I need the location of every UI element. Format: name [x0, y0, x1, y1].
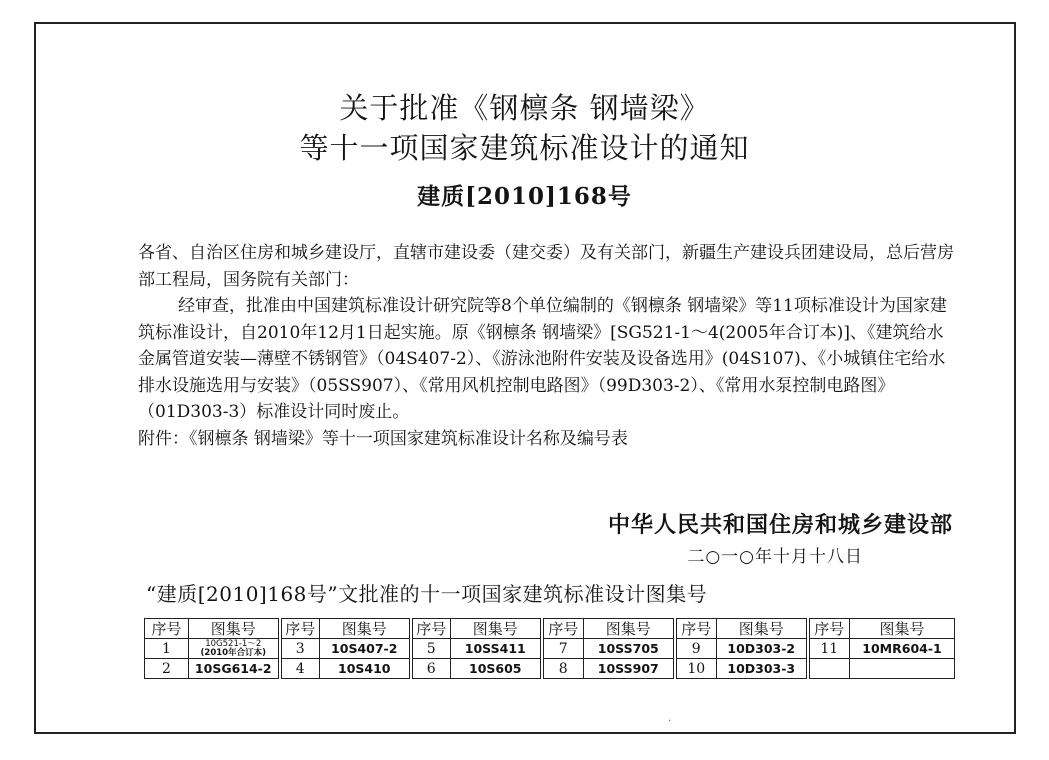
cell-code — [189, 639, 280, 659]
cell-no: 11 — [808, 639, 850, 659]
cell-code: 10D303-3 — [717, 659, 808, 679]
notice-body — [138, 240, 958, 452]
cell-no: 3 — [280, 639, 320, 659]
cell-code — [850, 659, 955, 679]
cell-code-line-2: (2010年合订本) — [200, 647, 266, 658]
addressee-paragraph: 各省、自治区住房和城乡建设厅，直辖市建设委（建交委）及有关部门，新疆生产建设兵团建设局，总后营房部工程局，国务院有关部门： — [138, 243, 954, 290]
cell-code: 10SS705 — [584, 639, 675, 659]
cell-no: 8 — [542, 659, 584, 679]
cell-code: 10S407-2 — [320, 639, 411, 659]
cell-no: 7 — [542, 639, 584, 659]
cell-code: 10S605 — [451, 659, 542, 679]
issue-date: 二○一○年十月十八日 — [687, 547, 863, 567]
cell-no: 5 — [411, 639, 451, 659]
document-number: 建质[2010]168号 — [417, 183, 632, 210]
approval-paragraph: 经审查，批准由中国建筑标准设计研究院等8个单位编制的《钢檩条 钢墙梁》等11项标准设计为国家建筑标准设计，自2010年12月1日起实施。原《钢檩条 钢墙梁》[SG521-1～4(2005年合订本)]、《建筑给水金属管道安装—薄壁不锈钢管》（04S407-2）、《游泳池附件安装及设备选用》(04S107)、《小城镇住宅给水排水设施选用与安装》（05SS907）、《常用风机控制电路图》（99D303-2）、《常用水泵控制电路图》（01D303-3）标准设计同时废止。 — [138, 296, 947, 422]
issuing-authority: 中华人民共和国住房和城乡建设部 — [607, 513, 953, 538]
notice-title-line-2: 等十一项国家建筑标准设计的通知 — [299, 131, 750, 165]
cell-code: 10S410 — [320, 659, 411, 679]
header-no: 序号 — [411, 619, 451, 639]
header-code: 图集号 — [850, 619, 955, 639]
header-code: 图集号 — [584, 619, 675, 639]
table-row — [145, 639, 955, 659]
atlas-number-table — [144, 618, 955, 679]
header-no: 序号 — [808, 619, 850, 639]
cell-no: 2 — [145, 659, 189, 679]
cell-code: 10SS411 — [451, 639, 542, 659]
header-no: 序号 — [280, 619, 320, 639]
cell-no: 1 — [145, 639, 189, 659]
header-code: 图集号 — [320, 619, 411, 639]
cell-code: 10MR604-1 — [850, 639, 955, 659]
table-row — [145, 659, 955, 679]
header-no: 序号 — [542, 619, 584, 639]
table-header-row — [145, 619, 955, 639]
header-code: 图集号 — [451, 619, 542, 639]
header-code: 图集号 — [189, 619, 280, 639]
cell-no: 10 — [675, 659, 717, 679]
header-no: 序号 — [675, 619, 717, 639]
notice-title-line-1: 关于批准《钢檩条 钢墙梁》 — [339, 91, 710, 125]
cell-code: 10SG614-2 — [189, 659, 280, 679]
cell-no: 6 — [411, 659, 451, 679]
cell-no: 9 — [675, 639, 717, 659]
attachment-line: 附件：《钢檩条 钢墙梁》等十一项国家建筑标准设计名称及编号表 — [138, 428, 628, 449]
scan-speck: · — [668, 716, 672, 727]
header-code: 图集号 — [717, 619, 808, 639]
cell-no — [808, 659, 850, 679]
cell-code: 10D303-2 — [717, 639, 808, 659]
cell-code: 10SS907 — [584, 659, 675, 679]
cell-no: 4 — [280, 659, 320, 679]
header-no: 序号 — [145, 619, 189, 639]
cell-code-line-1: 10G521-1～2 — [205, 638, 262, 649]
table-caption: “建质[2010]168号”文批准的十一项国家建筑标准设计图集号 — [146, 582, 708, 606]
